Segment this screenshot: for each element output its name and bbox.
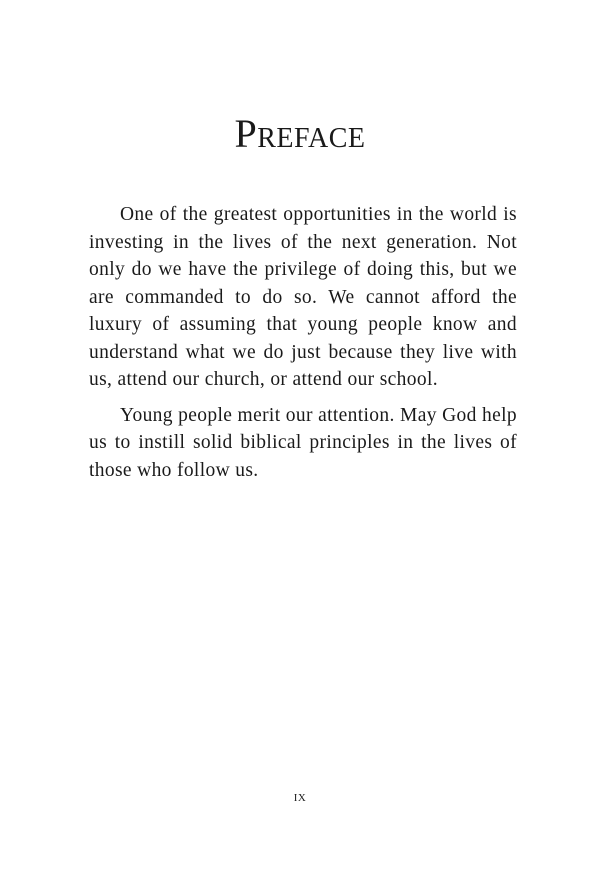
page-title: Preface bbox=[234, 111, 366, 156]
page-number: IX bbox=[293, 792, 307, 804]
paragraph-2: Young people merit our attention. May God help us to instill solid biblical principles in the lives of those who follow us. bbox=[89, 404, 517, 481]
paragraph-1: One of the greatest opportunities in the world is investing in the lives of the next generation. Not only do we have the privilege of doing this, but we are commanded to do so. We cannot afford the luxury of assuming that young people know and understand what we do just because they live with us, attend our church, or attend our school. bbox=[89, 204, 517, 390]
preface-body bbox=[89, 201, 517, 492]
